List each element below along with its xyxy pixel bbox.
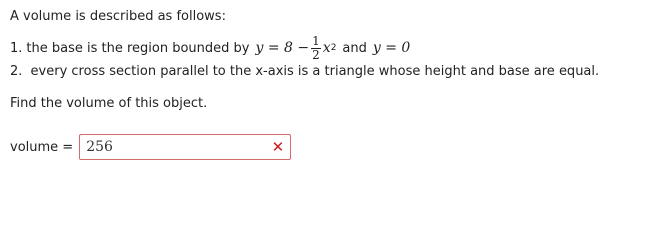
condition-2-number: 2. [10, 64, 23, 79]
answer-row [10, 133, 291, 161]
fraction [311, 35, 321, 62]
fraction-denominator: 2 [312, 47, 320, 62]
x-mark-icon: ✕ [271, 137, 285, 156]
volume-answer-input[interactable] [79, 134, 291, 160]
equation-left: y = 8 − [255, 40, 310, 56]
equation-variable: x [322, 40, 331, 56]
volume-label: volume = [10, 139, 74, 155]
equation-exponent: 2 [330, 43, 337, 53]
volume-answer-value[interactable]: 256 [86, 139, 113, 155]
question-text: Find the volume of this object. [10, 96, 208, 111]
condition-1-number: 1. [10, 40, 23, 56]
condition-1 [10, 32, 410, 64]
condition-2 [10, 64, 599, 79]
condition-1-text: the base is the region bounded by [26, 40, 250, 56]
problem-intro: A volume is described as follows: [10, 9, 226, 24]
and-text: and [342, 40, 367, 56]
equation-2: y = 0 [372, 40, 411, 56]
fraction-numerator: 1 [312, 33, 320, 48]
condition-2-text: every cross section parallel to the x-axis is a triangle whose height and base are equal. [30, 64, 600, 79]
